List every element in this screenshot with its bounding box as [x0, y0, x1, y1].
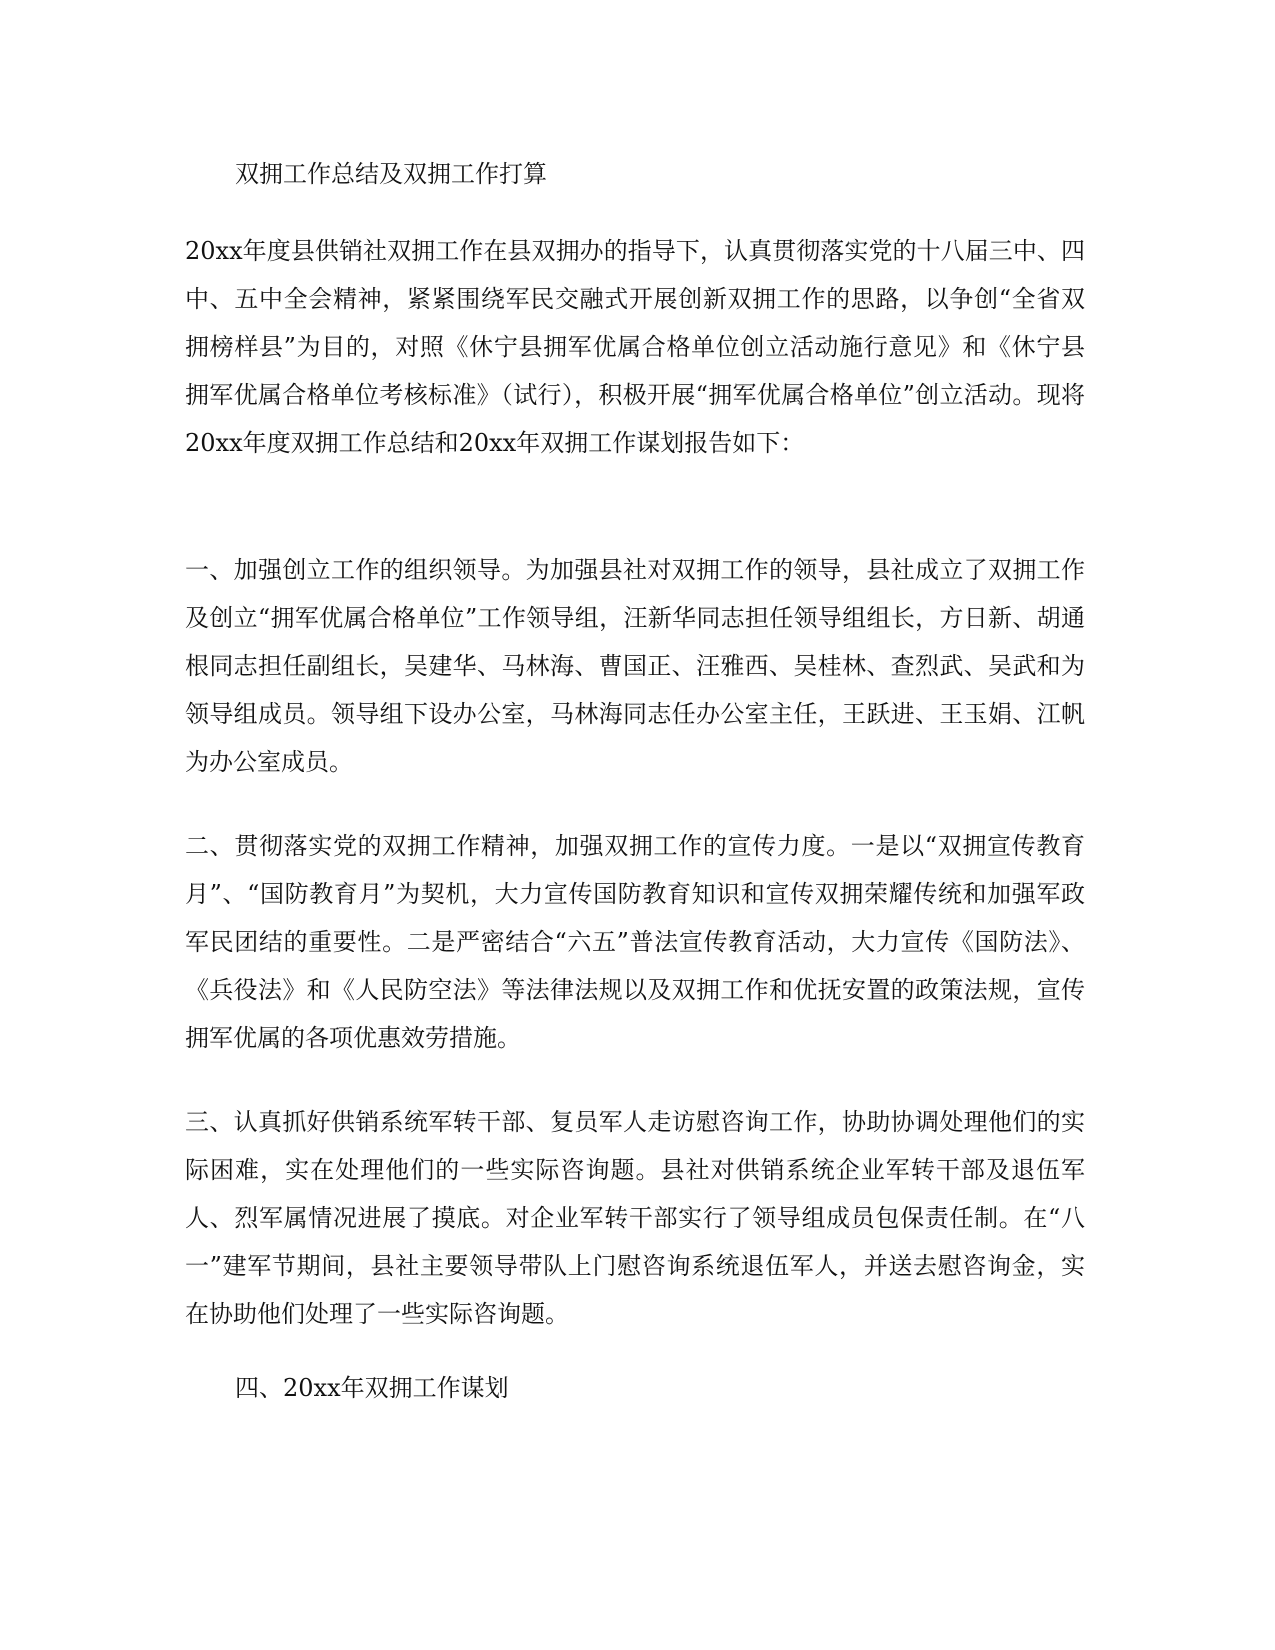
paragraph-section-2: 二、贯彻落实党的双拥工作精神，加强双拥工作的宣传力度。一是以“双拥宣传教育月”、“国防教育月”为契机，大力宣传国防教育知识和宣传双拥荣耀传统和加强军政军民团结的重要性。二是严密结合“六五”普法宣传教育活动，大力宣传《国防法》、《兵役法》和《人民防空法》等法律法规以及双拥工作和优抚安置的政策法规，宣传拥军优属的各项优惠效劳措施。: [185, 832, 1085, 1052]
paragraph-section-1: 一、加强创立工作的组织领导。为加强县社对双拥工作的领导，县社成立了双拥工作及创立“拥军优属合格单位”工作领导组，汪新华同志担任领导组组长，方日新、胡通根同志担任副组长，吴建华、马林海、曹国正、汪雅西、吴桂林、查烈武、吴武和为领导组成员。领导组下设办公室，马林海同志任办公室主任，王跃进、王玉娟、江帆为办公室成员。: [185, 556, 1085, 776]
section-4-heading: 四、20xx年双拥工作谋划: [235, 1374, 509, 1402]
document-title: 双拥工作总结及双拥工作打算: [235, 160, 547, 188]
paragraph-section-3: 三、认真抓好供销系统军转干部、复员军人走访慰咨询工作，协助协调处理他们的实际困难，实在处理他们的一些实际咨询题。县社对供销系统企业军转干部及退伍军人、烈军属情况进展了摸底。对企业军转干部实行了领导组成员包保责任制。在“八一”建军节期间，县社主要领导带队上门慰咨询系统退伍军人，并送去慰咨询金，实在协助他们处理了一些实际咨询题。: [185, 1108, 1085, 1328]
paragraph-intro: 20xx年度县供销社双拥工作在县双拥办的指导下，认真贯彻落实党的十八届三中、四中、五中全会精神，紧紧围绕军民交融式开展创新双拥工作的思路，以争创“全省双拥榜样县”为目的，对照《休宁县拥军优属合格单位创立活动施行意见》和《休宁县拥军优属合格单位考核标准》（试行），积极开展“拥军优属合格单位”创立活动。现将20xx年度双拥工作总结和20xx年双拥工作谋划报告如下：: [185, 237, 1085, 457]
